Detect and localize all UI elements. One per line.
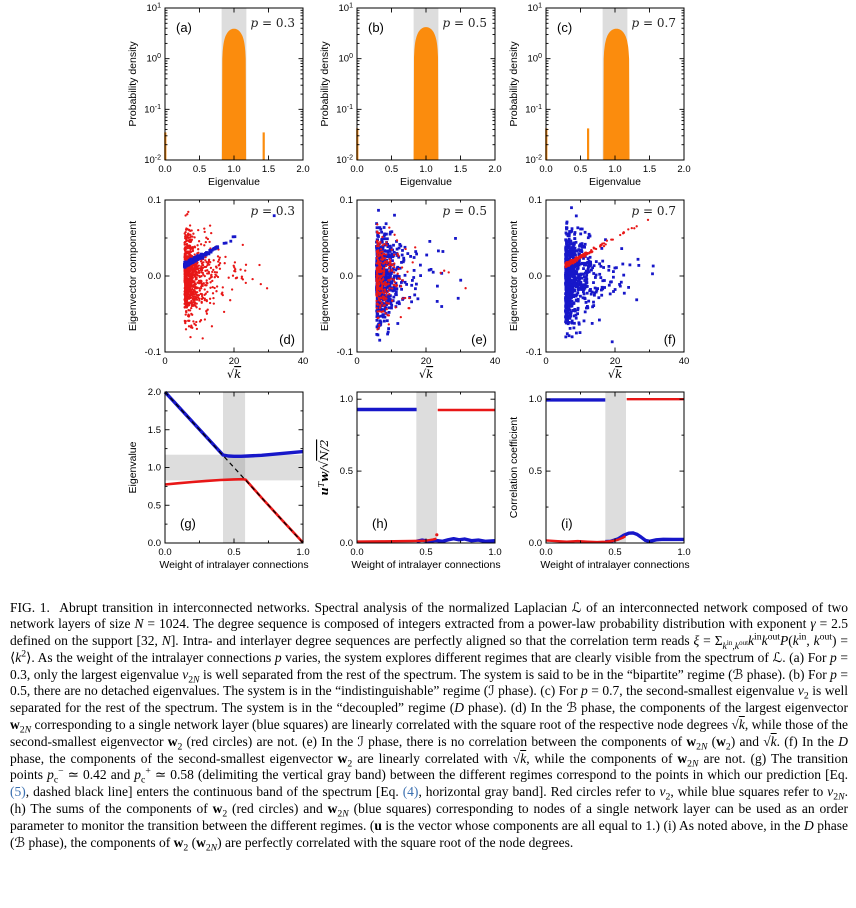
- svg-text:0.0: 0.0: [528, 271, 542, 282]
- svg-text:0.1: 0.1: [147, 195, 161, 206]
- svg-text:0.5: 0.5: [147, 500, 161, 512]
- svg-text:0.0: 0.0: [539, 547, 553, 558]
- svg-text:0.0: 0.0: [539, 164, 553, 175]
- svg-text:Eigenvector component: Eigenvector component: [319, 220, 331, 332]
- svg-text:1.0: 1.0: [227, 164, 241, 175]
- svg-text:2.0: 2.0: [677, 164, 691, 175]
- svg-text:10-1: $10^{-1}$: [144, 103, 161, 116]
- svg-text:Eigenvalue: Eigenvalue: [400, 176, 452, 188]
- svg-text:0.0: 0.0: [158, 547, 172, 558]
- svg-text:p = 0.3: p = 0.3: [250, 204, 295, 218]
- panel-h: [317, 392, 502, 571]
- panel-g: [127, 387, 310, 571]
- svg-text:1.5: 1.5: [453, 164, 468, 175]
- svg-text:p = 0.3: p = 0.3: [250, 16, 295, 30]
- svg-text:(c): (c): [557, 20, 573, 35]
- svg-text:0.0: 0.0: [147, 538, 161, 549]
- panel-a: [127, 3, 310, 189]
- svg-text:0.0: 0.0: [350, 164, 364, 175]
- svg-text:uTw/√N/2: $u^Tw/√N/2$: [317, 439, 331, 496]
- svg-text:1.5: 1.5: [147, 424, 161, 436]
- svg-text:0: 0: [162, 356, 168, 367]
- svg-text:Eigenvalue: Eigenvalue: [589, 176, 641, 188]
- svg-text:1.5: 1.5: [642, 164, 657, 175]
- svg-text:100: $10^0$: [527, 53, 542, 65]
- svg-text:0.0: 0.0: [339, 538, 353, 549]
- svg-text:(e): (e): [471, 332, 487, 347]
- svg-text:Correlation coefficient: Correlation coefficient: [508, 416, 520, 519]
- svg-text:-0.1: -0.1: [144, 347, 161, 358]
- svg-text:20: 20: [228, 356, 240, 367]
- svg-text:0.0: 0.0: [350, 547, 364, 558]
- svg-text:(a): (a): [176, 20, 192, 35]
- svg-text:10-1: $10^{-1}$: [525, 103, 542, 116]
- svg-text:2.0: 2.0: [296, 164, 310, 175]
- svg-text:-0.1: -0.1: [525, 347, 542, 358]
- svg-text:Probability density: Probability density: [508, 41, 520, 127]
- svg-text:p = 0.7: p = 0.7: [631, 16, 676, 30]
- svg-text:101: $10^1$: [527, 2, 542, 14]
- svg-text:-0.1: -0.1: [336, 347, 353, 358]
- svg-text:Weight of intralayer connectio: Weight of intralayer connections: [159, 559, 309, 571]
- svg-text:40: 40: [489, 356, 501, 367]
- svg-text:0.1: 0.1: [528, 195, 542, 206]
- svg-text:p = 0.5: p = 0.5: [442, 16, 487, 30]
- svg-text:100: $10^0$: [146, 53, 161, 65]
- figure-caption: FIG. 1. Abrupt transition in interconnected networks. Spectral analysis of the normalized Laplacian ℒ of an interconnected network composed of two network layers of size N = 1024. The degree sequence is composed of integers extracted from a power-law probability distribution with exponent γ = 2.5 defined on the support [32, N]. Intra- and interlayer degree sequences are perfectly aligned so that the correlation term reads $\xi = \Sigma_{k^{in},k^{out}}k^{in}k^{out}P(k^{in}$, $k^{out}$) = $⟨k^2⟩$. As the weight of the intralayer connections p varies, the system explores different regimes that are clearly visible from the spectrum of ℒ. (a) For p = 0.3, only the largest eigenvalue $\nu_{2N}$ is well separated from the rest of the spectrum. The system is said to be in the “bipartite” regime (ℬ phase). (b) For p = 0.5, there are no detached eigenvalues. The system is in the “indistinguishable” regime (ℐ phase). (c) For p = 0.7, the second-smallest eigenvalue $\nu_2$ is well separated for the rest of the spectrum. The system is in the “decoupled” regime (D phase). (d) In the ℬ phase, the components of the largest eigenvector $w_{2N}$ corresponding to a single network layer (blue squares) are linearly correlated with the square root of the respective node degrees √k, while those of the second-smallest eigenvector $w_2$ (red circles) are not. (e) In the ℐ phase, there is no correlation between the components of $w_{2N}$ $(w_2)$ and √k. (f) In the D phase, the components of the second-smallest eigenvector $w_2$ are linearly correlated with √k, while the components of $w_{2N}$ are not. (g) The transition points $p_c^-$ ≃ 0.42 and $p_c^+$ ≃ 0.58 (delimiting the vertical gray band) between the different regimes correspond to the points in which our prediction [Eq. (5), dashed black line] enters the continuous band of the spectrum [Eq. (4), horizontal gray band]. Red circles refer to $\nu_2$, while blue squares refer to $\nu_{2N}$. (h) The sums of the components of $w_2$ (red circles) and $w_{2N}$ (blue squares) corresponding to nodes of a single network layer can be used as an order parameter to monitor the transition between the different regimes. (u is the vector whose components are all equal to 1.) (i) As noted above, in the D phase (ℬ phase), the components of $w_2$ $(w_{2N})$ are perfectly correlated with the square root of the node degrees.: [10, 599, 849, 854]
- svg-text:1.0: 1.0: [339, 394, 353, 406]
- svg-text:0.5: 0.5: [227, 547, 241, 558]
- svg-text:0: 0: [354, 356, 360, 367]
- svg-text:0.0: 0.0: [158, 164, 172, 175]
- svg-text:1.0: 1.0: [528, 394, 542, 406]
- svg-text:1.0: 1.0: [677, 547, 691, 558]
- svg-text:10-1: $10^{-1}$: [336, 103, 353, 116]
- svg-text:Probability density: Probability density: [127, 41, 139, 127]
- svg-text:10-2: $10^{-2}$: [525, 154, 542, 166]
- svg-text:Probability density: Probability density: [319, 41, 331, 127]
- svg-text:(i): (i): [561, 516, 573, 531]
- panel-e: [319, 195, 500, 381]
- svg-text:40: 40: [297, 356, 309, 367]
- svg-text:20: 20: [420, 356, 432, 367]
- panel-c: [508, 3, 691, 189]
- svg-text:0.5: 0.5: [573, 164, 588, 175]
- svg-text:20: 20: [609, 356, 621, 367]
- panel-d: [127, 195, 308, 381]
- svg-text:Eigenvector component: Eigenvector component: [508, 220, 520, 332]
- svg-text:10-2: $10^{-2}$: [144, 154, 161, 166]
- svg-text:(f): (f): [663, 332, 676, 347]
- svg-text:40: 40: [678, 356, 690, 367]
- panel-b: [319, 3, 502, 189]
- svg-text:1.0: 1.0: [419, 164, 433, 175]
- svg-text:Weight of intralayer connectio: Weight of intralayer connections: [351, 559, 501, 571]
- svg-text:Weight of intralayer connectio: Weight of intralayer connections: [540, 559, 690, 571]
- svg-text:1.0: 1.0: [296, 547, 310, 558]
- svg-text:Eigenvector component: Eigenvector component: [127, 220, 139, 332]
- svg-text:101: $10^1$: [338, 2, 353, 14]
- svg-text:1.0: 1.0: [608, 164, 622, 175]
- svg-text:√k: √k: [418, 367, 434, 381]
- svg-text:1.5: 1.5: [261, 164, 276, 175]
- svg-text:√k: √k: [226, 367, 242, 381]
- svg-text:10-2: $10^{-2}$: [336, 154, 353, 166]
- svg-text:0.5: 0.5: [608, 547, 622, 558]
- panel-f: [508, 195, 689, 381]
- svg-text:(h): (h): [372, 516, 388, 531]
- svg-text:0.0: 0.0: [147, 271, 161, 282]
- svg-text:100: $10^0$: [338, 53, 353, 65]
- svg-text:1.0: 1.0: [147, 462, 161, 474]
- svg-text:0: 0: [543, 356, 549, 367]
- svg-text:2.0: 2.0: [488, 164, 502, 175]
- svg-text:Eigenvalue: Eigenvalue: [208, 176, 260, 188]
- svg-text:0.0: 0.0: [339, 271, 353, 282]
- svg-text:p = 0.5: p = 0.5: [442, 204, 487, 218]
- panel-i: [508, 392, 691, 571]
- svg-text:Eigenvalue: Eigenvalue: [127, 441, 139, 494]
- svg-text:0.5: 0.5: [528, 466, 542, 478]
- svg-text:√k: √k: [607, 367, 623, 381]
- svg-text:0.5: 0.5: [419, 547, 433, 558]
- svg-text:101: $10^1$: [146, 2, 161, 14]
- svg-text:(b): (b): [368, 20, 384, 35]
- svg-text:0.1: 0.1: [339, 195, 353, 206]
- svg-text:(d): (d): [279, 332, 295, 347]
- svg-text:0.5: 0.5: [384, 164, 399, 175]
- svg-text:2.0: 2.0: [147, 387, 161, 398]
- svg-text:0.5: 0.5: [339, 466, 353, 478]
- svg-text:0.0: 0.0: [528, 538, 542, 549]
- svg-text:(g): (g): [180, 516, 196, 531]
- svg-text:1.0: 1.0: [488, 547, 502, 558]
- svg-text:0.5: 0.5: [192, 164, 207, 175]
- svg-text:p = 0.7: p = 0.7: [631, 204, 676, 218]
